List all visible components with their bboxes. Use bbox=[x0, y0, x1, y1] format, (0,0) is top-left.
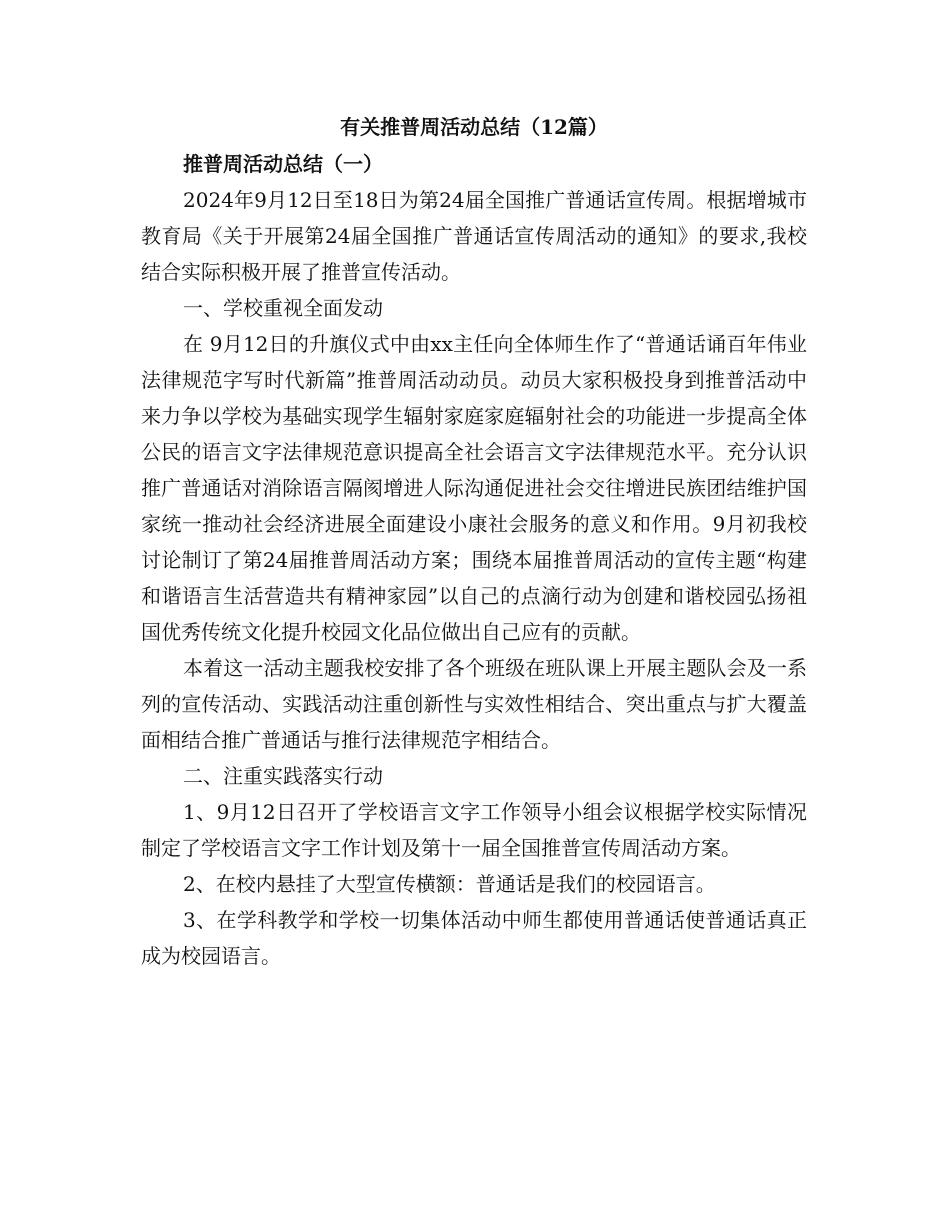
subheading-practice: 二、注重实践落实行动 bbox=[183, 764, 383, 788]
paragraph-item-1: 1、9月12日召开了学校语言文字工作领导小组会议根据学校实际情况制定了学校语言文字工作计划及第十一届全国推普宣传周活动方案。 bbox=[141, 800, 807, 860]
section-heading: 推普周活动总结（一） bbox=[183, 152, 383, 176]
paragraph-activity-theme: 本着这一活动主题我校安排了各个班级在班队课上开展主题队会及一系列的宣传活动、实践活动注重创新性与实效性相结合、突出重点与扩大覆盖面相结合推广普通话与推行法律规范字相结合。 bbox=[141, 656, 807, 752]
paragraph-intro: 2024年9月12日至18日为第24届全国推广普通话宣传周。根据增城市教育局《关于开展第24届全国推广普通话宣传周活动的通知》的要求,我校结合实际积极开展了推普宣传活动。 bbox=[141, 188, 807, 284]
paragraph-item-3: 3、在学科教学和学校一切集体活动中师生都使用普通话使普通话真正成为校园语言。 bbox=[141, 908, 807, 968]
document-body bbox=[141, 108, 807, 974]
document-title: 有关推普周活动总结（12篇） bbox=[340, 115, 608, 139]
paragraph-mobilization: 在 9月12日的升旗仪式中由xx主任向全体师生作了“普通话诵百年伟业 法律规范字写时代新篇”推普周活动动员。动员大家积极投身到推普活动中来力争以学校为基础实现学生辐射家庭家庭辐射社会的功能进一步提高全体公民的语言文字法律规范意识提高全社会语言文字法律规范水平。充分认识推广普通话对消除语言隔阂增进人际沟通促进社会交往增进民族团结维护国家统一推动社会经济进展全面建设小康社会服务的意义和作用。9月初我校讨论制订了第24届推普周活动方案；围绕本届推普周活动的宣传主题“构建和谐语言生活营造共有精神家园”以自己的点滴行动为创建和谐校园弘扬祖国优秀传统文化提升校园文化品位做出自己应有的贡献。 bbox=[141, 332, 807, 644]
paragraph-item-2: 2、在校内悬挂了大型宣传横额：普通话是我们的校园语言。 bbox=[183, 872, 716, 896]
subheading-school-mobilization: 一、学校重视全面发动 bbox=[183, 296, 383, 320]
